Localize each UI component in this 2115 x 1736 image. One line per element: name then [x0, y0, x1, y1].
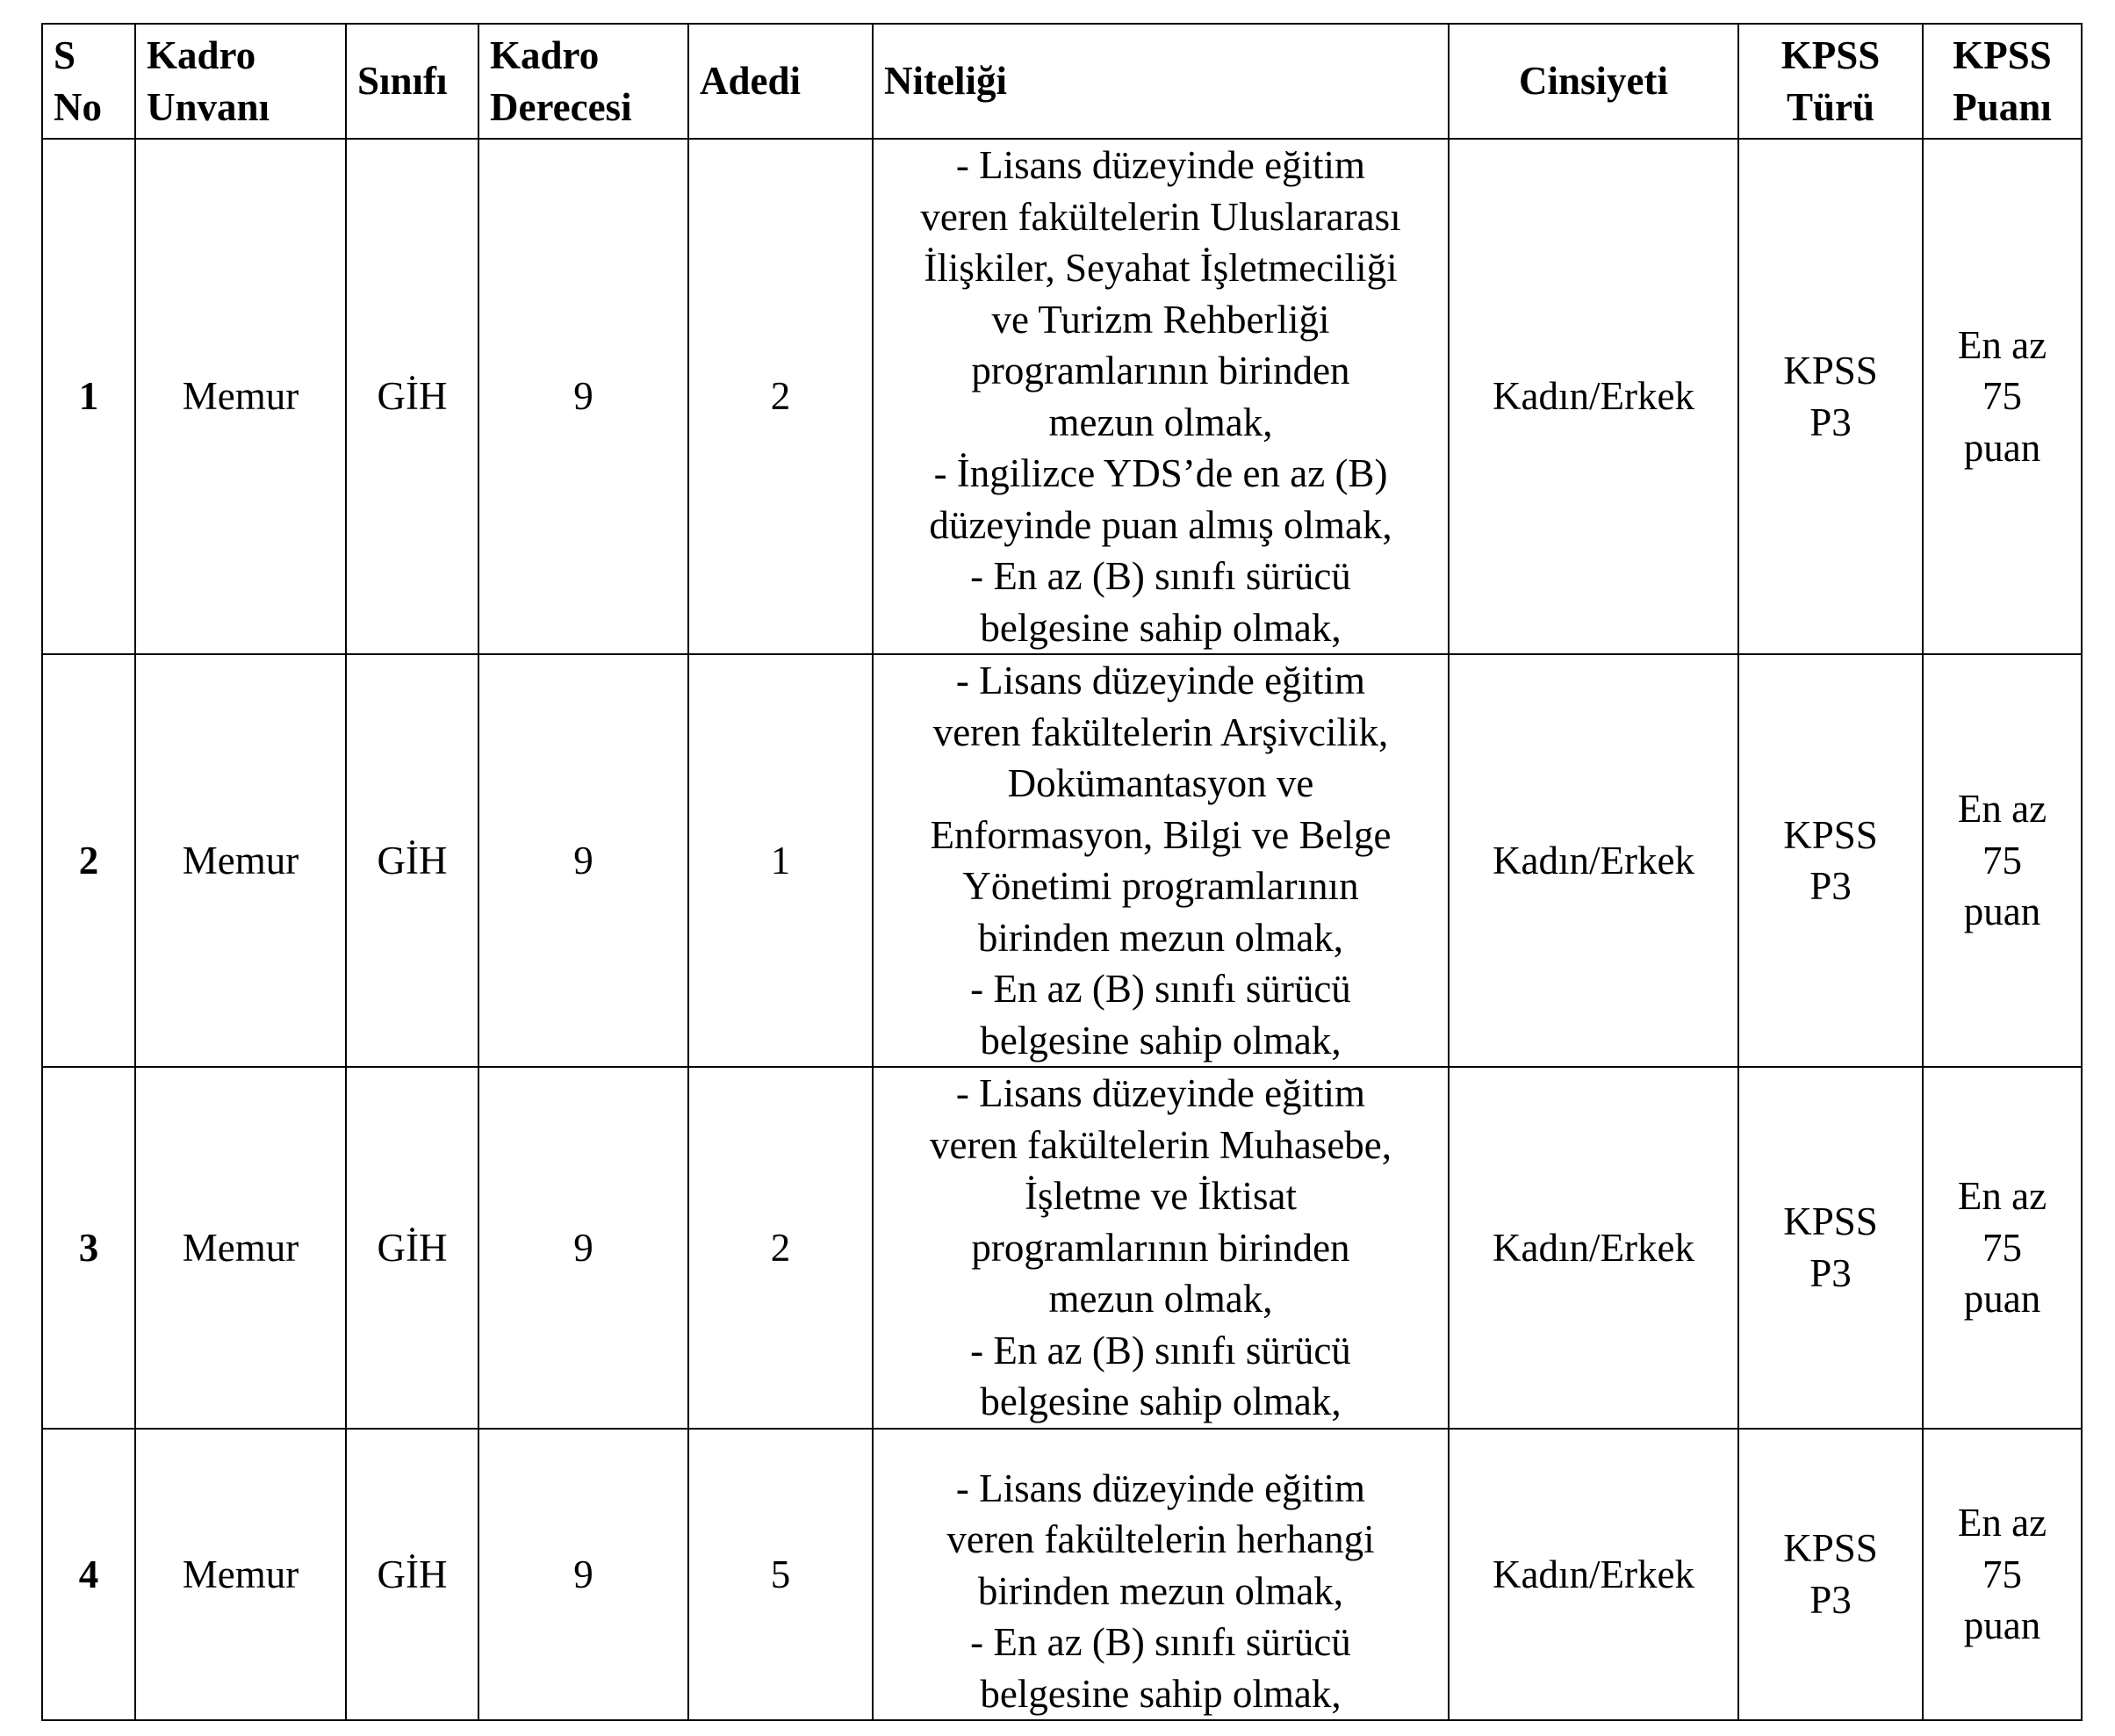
header-kadro-unvani: Kadro Unvanı [135, 24, 346, 139]
cell-niteligi: - Lisans düzeyinde eğitim veren fakültelerin herhangi birinden mezun olmak, - En az (B) sınıfı sürücü belgesine sahip olmak, [873, 1429, 1449, 1721]
cell-cinsiyeti: Kadın/Erkek [1449, 1067, 1738, 1429]
header-sinifi: Sınıfı [346, 24, 478, 139]
cell-niteligi: - Lisans düzeyinde eğitim veren fakültelerin Uluslararası İlişkiler, Seyahat İşletmeciliği ve Turizm Rehberliği programlarının birinden mezun olmak, - İngilizce YDS’de en az (B) düzeyinde puan almış olmak, - En az (B) sınıfı sürücü belgesine sahip olmak, [873, 139, 1449, 654]
header-sno: S No [42, 24, 135, 139]
cell-kadro-derecesi: 9 [478, 139, 688, 654]
table-row [42, 139, 2082, 654]
table-row [42, 1067, 2082, 1429]
cell-kadro-derecesi: 9 [478, 654, 688, 1067]
cell-niteligi: - Lisans düzeyinde eğitim veren fakültelerin Arşivcilik, Dokümantasyon ve Enformasyon, Bilgi ve Belge Yönetimi programlarının birinden mezun olmak, - En az (B) sınıfı sürücü belgesine sahip olmak, [873, 654, 1449, 1067]
cell-sinifi: GİH [346, 1429, 478, 1721]
cell-kpss-turu: KPSS P3 [1738, 654, 1923, 1067]
cell-adedi: 1 [688, 654, 873, 1067]
table-row [42, 1429, 2082, 1721]
table-row [42, 654, 2082, 1067]
header-cinsiyeti: Cinsiyeti [1449, 24, 1738, 139]
cell-kpss-puani: En az 75 puan [1923, 139, 2082, 654]
cell-sno: 1 [42, 139, 135, 654]
cell-kpss-puani: En az 75 puan [1923, 1067, 2082, 1429]
header-niteligi: Niteliği [873, 24, 1449, 139]
cell-niteligi: - Lisans düzeyinde eğitim veren fakültelerin Muhasebe, İşletme ve İktisat programlarının birinden mezun olmak, - En az (B) sınıfı sürücü belgesine sahip olmak, [873, 1067, 1449, 1429]
cell-kadro-unvani: Memur [135, 1067, 346, 1429]
cell-kpss-puani: En az 75 puan [1923, 654, 2082, 1067]
cell-kadro-derecesi: 9 [478, 1429, 688, 1721]
cell-adedi: 5 [688, 1429, 873, 1721]
table-body [42, 139, 2082, 1720]
cell-kpss-puani: En az 75 puan [1923, 1429, 2082, 1721]
kadro-table [41, 23, 2083, 1721]
cell-sinifi: GİH [346, 1067, 478, 1429]
cell-sinifi: GİH [346, 139, 478, 654]
cell-adedi: 2 [688, 139, 873, 654]
cell-kadro-unvani: Memur [135, 139, 346, 654]
cell-kadro-derecesi: 9 [478, 1067, 688, 1429]
cell-adedi: 2 [688, 1067, 873, 1429]
cell-cinsiyeti: Kadın/Erkek [1449, 654, 1738, 1067]
header-kpss-puani: KPSS Puanı [1923, 24, 2082, 139]
cell-cinsiyeti: Kadın/Erkek [1449, 139, 1738, 654]
cell-kadro-unvani: Memur [135, 1429, 346, 1721]
cell-cinsiyeti: Kadın/Erkek [1449, 1429, 1738, 1721]
header-row [42, 24, 2082, 139]
cell-sinifi: GİH [346, 654, 478, 1067]
table-header [42, 24, 2082, 139]
header-adedi: Adedi [688, 24, 873, 139]
cell-kpss-turu: KPSS P3 [1738, 1429, 1923, 1721]
cell-sno: 3 [42, 1067, 135, 1429]
cell-sno: 2 [42, 654, 135, 1067]
header-kadro-derecesi: Kadro Derecesi [478, 24, 688, 139]
cell-kadro-unvani: Memur [135, 654, 346, 1067]
cell-kpss-turu: KPSS P3 [1738, 1067, 1923, 1429]
cell-sno: 4 [42, 1429, 135, 1721]
header-kpss-turu: KPSS Türü [1738, 24, 1923, 139]
cell-kpss-turu: KPSS P3 [1738, 139, 1923, 654]
